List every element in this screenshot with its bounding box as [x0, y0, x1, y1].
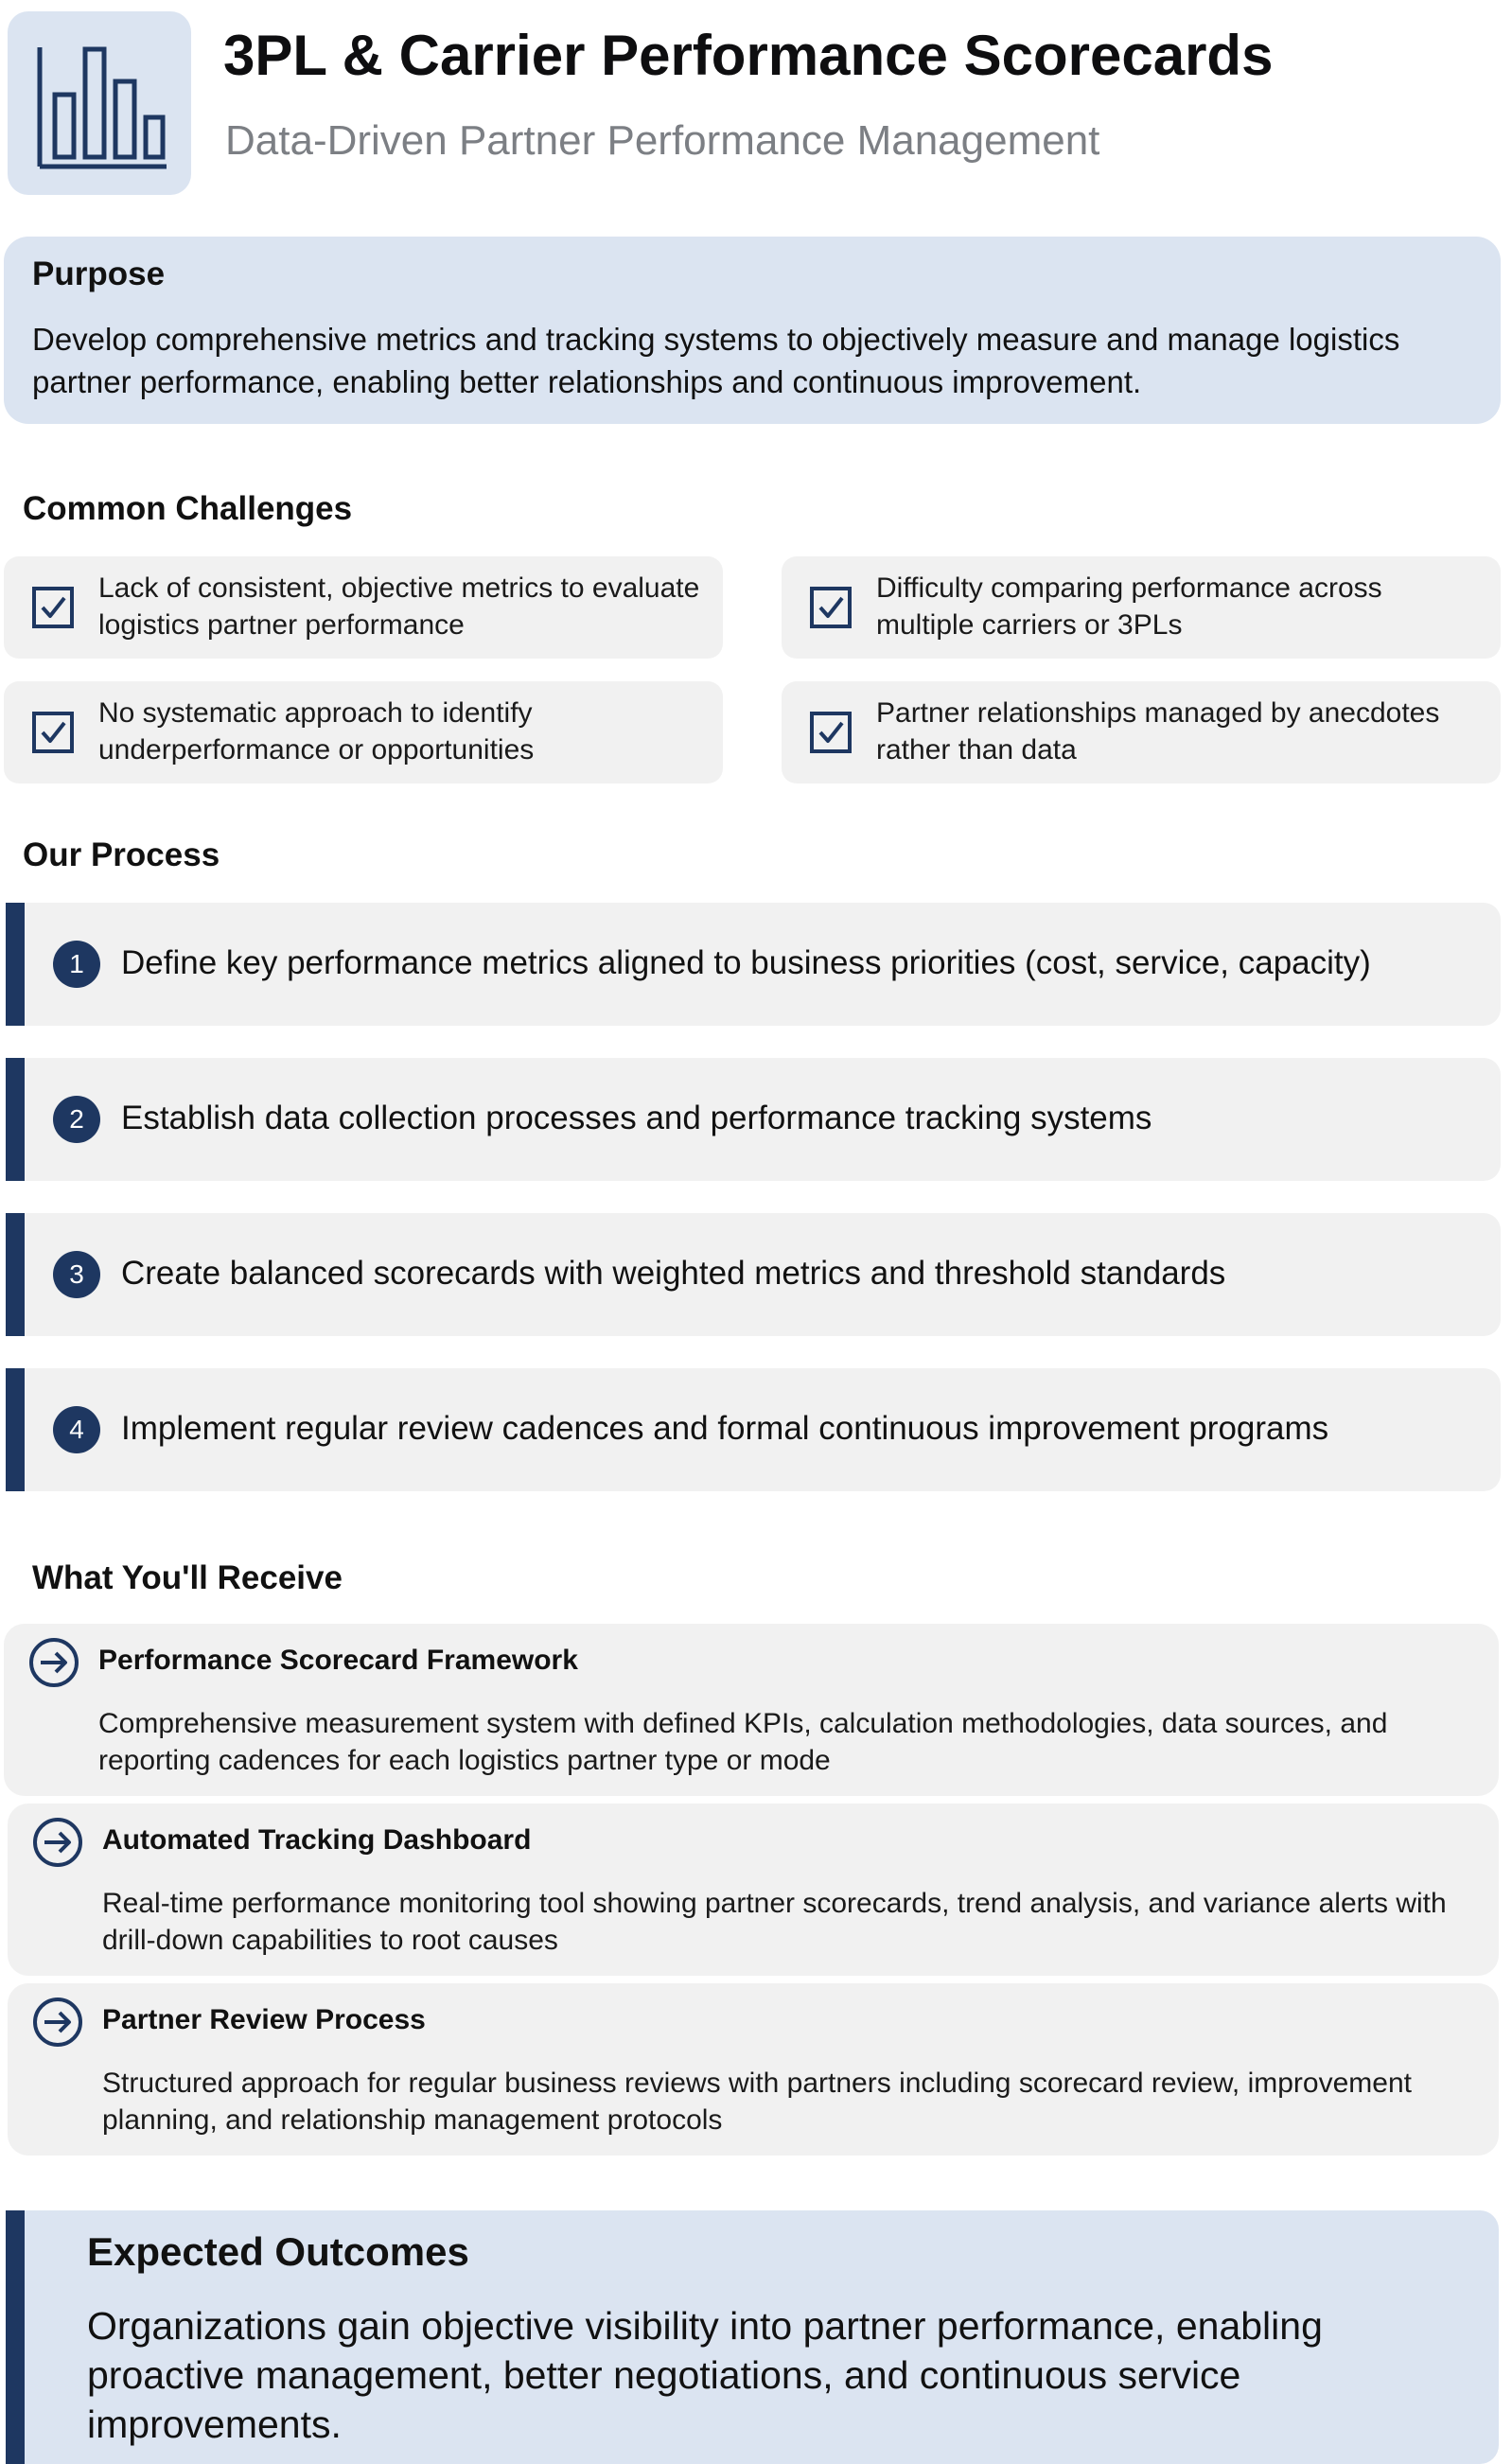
- arrow-right-circle-icon: [32, 1817, 83, 1868]
- arrow-right-circle-icon: [32, 1997, 83, 2048]
- process-step: [6, 903, 1501, 1026]
- step-accent-bar: [6, 1368, 25, 1491]
- deliverable-desc: Comprehensive measurement system with defined KPIs, calculation methodologies, data sources, and reporting cadences for each logistics partner type or mode: [98, 1708, 1388, 1776]
- checkbox-checked-icon: [30, 585, 76, 630]
- page-subtitle: Data-Driven Partner Performance Management: [225, 117, 1100, 164]
- step-text: Create balanced scorecards with weighted metrics and threshold standards: [121, 1255, 1226, 1292]
- step-number: 2: [53, 1096, 100, 1143]
- process-step: [6, 1058, 1501, 1181]
- step-number: 1: [53, 941, 100, 988]
- deliverable-card: [8, 1983, 1499, 2156]
- step-text: Implement regular review cadences and formal continuous improvement programs: [121, 1410, 1329, 1447]
- deliverable-desc: Structured approach for regular business reviews with partners including scorecard review, improvement planning, and relationship management protocols: [102, 2068, 1412, 2136]
- challenge-card: [4, 681, 723, 783]
- outcomes-accent-bar: [6, 2210, 25, 2464]
- outcomes-heading: Expected Outcomes: [87, 2229, 469, 2274]
- challenge-text: Partner relationships managed by anecdotes rather than data: [876, 697, 1440, 766]
- challenge-text: Lack of consistent, objective metrics to evaluate logistics partner performance: [98, 572, 700, 641]
- step-text: Define key performance metrics aligned to business priorities (cost, service, capacity): [121, 944, 1371, 981]
- step-accent-bar: [6, 903, 25, 1026]
- checkbox-checked-icon: [30, 710, 76, 755]
- process-heading: Our Process: [23, 836, 220, 873]
- challenge-text: Difficulty comparing performance across multiple carriers or 3PLs: [876, 572, 1382, 641]
- challenge-card: [4, 556, 723, 659]
- process-step: [6, 1213, 1501, 1336]
- arrow-right-circle-icon: [28, 1637, 79, 1688]
- purpose-heading: Purpose: [32, 255, 166, 292]
- challenges-heading: Common Challenges: [23, 490, 353, 527]
- purpose-text: Develop comprehensive metrics and tracking systems to objectively measure and manage logistics partner performance, enabling better relationships and continuous improvement.: [32, 322, 1400, 399]
- step-number: 4: [53, 1406, 100, 1453]
- checkbox-checked-icon: [808, 710, 853, 755]
- deliverable-card: [8, 1804, 1499, 1976]
- step-accent-bar: [6, 1058, 25, 1181]
- step-text: Establish data collection processes and performance tracking systems: [121, 1100, 1152, 1136]
- step-number: 3: [53, 1251, 100, 1298]
- outcomes-text: Organizations gain objective visibility into partner performance, enabling proactive management, better negotiations, and continuous service improvements.: [87, 2304, 1323, 2446]
- outcomes-panel: [6, 2210, 1499, 2464]
- deliverable-title: Partner Review Process: [102, 2004, 426, 2035]
- challenge-card: [782, 556, 1501, 659]
- checkbox-checked-icon: [808, 585, 853, 630]
- purpose-panel: [4, 237, 1501, 424]
- challenge-card: [782, 681, 1501, 783]
- process-step: [6, 1368, 1501, 1491]
- deliverable-desc: Real-time performance monitoring tool showing partner scorecards, trend analysis, and variance alerts with drill-down capabilities to root causes: [102, 1888, 1447, 1956]
- step-accent-bar: [6, 1213, 25, 1336]
- logo: [8, 11, 191, 195]
- deliverables-heading: What You'll Receive: [32, 1559, 343, 1596]
- challenge-text: No systematic approach to identify underperformance or opportunities: [98, 697, 535, 766]
- bar-chart-icon: [8, 11, 191, 195]
- deliverable-title: Automated Tracking Dashboard: [102, 1824, 532, 1856]
- page-title: 3PL & Carrier Performance Scorecards: [223, 24, 1274, 87]
- deliverable-card: [4, 1624, 1499, 1796]
- deliverable-title: Performance Scorecard Framework: [98, 1645, 578, 1676]
